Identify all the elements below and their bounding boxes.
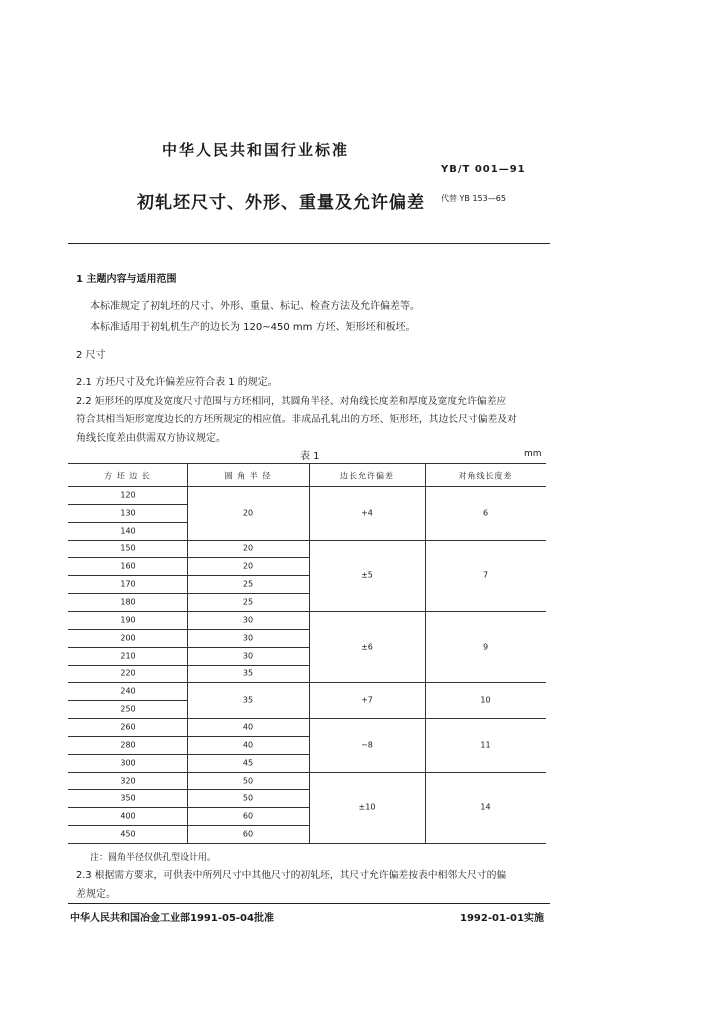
section-1-heading: 1 主题内容与适用范围 — [76, 274, 177, 285]
effective-date: 1992-01-01实施 — [460, 913, 544, 924]
table-col-divider — [309, 463, 310, 843]
corner-radius-cell: 20 — [242, 561, 254, 571]
diagonal-difference-cell: 10 — [480, 695, 491, 705]
corner-radius-cell: 60 — [242, 829, 254, 839]
standard-code: YB/T 001—91 — [441, 164, 526, 175]
side-tolerance-cell: +4 — [361, 508, 373, 518]
table-row-line — [187, 736, 309, 737]
clause-2-2-line-3: 角线长度差由供需双方协议规定。 — [76, 433, 226, 444]
clause-2-2-line-2: 符合其相当矩形宽度边长的方坯所规定的相应值。非成品孔轧出的方坯、矩形坯，其边长尺寸偏差及对 — [76, 414, 517, 425]
side-length-cell: 170 — [120, 579, 136, 589]
section-1-paragraph-2: 本标准适用于初轧机生产的边长为 120~450 mm 方坯、矩形坯和板坯。 — [90, 322, 416, 333]
table-row-line — [68, 504, 187, 505]
table-row-line — [187, 593, 309, 594]
clause-2-3-line-1: 2.3 根据需方要求，可供表中所列尺寸中其他尺寸的初轧坯，其尺寸允许偏差按表中相邻大尺寸的偏 — [76, 870, 507, 881]
side-length-cell: 260 — [120, 722, 136, 732]
corner-radius-cell: 25 — [242, 579, 254, 589]
table-unit: mm — [524, 449, 542, 459]
side-length-cell: 200 — [120, 633, 136, 643]
table-row-line — [68, 772, 187, 773]
table-top-border — [68, 463, 546, 464]
table-note: 注：圆角半径仅供孔型设计用。 — [90, 853, 217, 863]
table-row-line — [187, 682, 309, 683]
side-length-cell: 130 — [120, 508, 136, 518]
side-length-cell: 220 — [120, 668, 136, 678]
table-header-border — [68, 486, 546, 487]
side-length-cell: 320 — [120, 776, 136, 786]
table-row-line — [187, 647, 309, 648]
corner-radius-cell: 50 — [242, 776, 254, 786]
side-length-cell: 190 — [120, 615, 136, 625]
approval-note: 中华人民共和国冶金工业部1991-05-04批准 — [70, 913, 274, 924]
table-row-line — [68, 736, 187, 737]
side-length-cell: 180 — [120, 597, 136, 607]
side-tolerance-cell: ±5 — [361, 570, 373, 580]
side-length-cell: 280 — [120, 740, 136, 750]
side-length-cell: 350 — [120, 793, 136, 803]
side-length-cell: 150 — [120, 543, 136, 553]
corner-radius-cell: 20 — [242, 543, 254, 553]
table-row-line — [68, 754, 187, 755]
table-row-line — [187, 665, 309, 666]
table-bottom-border — [68, 843, 546, 844]
table-row-line — [68, 575, 187, 576]
corner-radius-cell: 35 — [242, 695, 254, 705]
table-group-line — [309, 611, 546, 612]
table-row-line — [187, 629, 309, 630]
table-row-line — [68, 629, 187, 630]
diagonal-difference-cell: 11 — [480, 740, 491, 750]
clause-2-2-line-1: 2.2 矩形坯的厚度及宽度尺寸范围与方坯相同，其圆角半径、对角线长度差和厚度及宽度允许偏差应 — [76, 396, 507, 407]
side-length-cell: 140 — [120, 526, 136, 536]
diagonal-difference-cell: 6 — [482, 508, 489, 518]
side-tolerance-cell: ±6 — [361, 642, 373, 652]
table-group-line — [309, 682, 546, 683]
table-header-cell: 圆 角 半 径 — [224, 471, 272, 480]
replaces-standard: 代替 YB 153—65 — [441, 194, 506, 203]
side-length-cell: 120 — [120, 490, 136, 500]
table-row-line — [68, 611, 187, 612]
section-1-paragraph-1: 本标准规定了初轧坯的尺寸、外形、重量、标记、检查方法及允许偏差等。 — [90, 301, 420, 312]
table-row-line — [187, 540, 309, 541]
table-col-divider — [425, 463, 426, 843]
side-length-cell: 400 — [120, 811, 136, 821]
side-length-cell: 210 — [120, 651, 136, 661]
table-row-line — [187, 772, 309, 773]
dimension-table — [68, 463, 546, 843]
standard-category-title: 中华人民共和国行业标准 — [162, 141, 350, 159]
corner-radius-cell: 25 — [242, 597, 254, 607]
side-tolerance-cell: +7 — [361, 695, 373, 705]
corner-radius-cell: 60 — [242, 811, 254, 821]
table-header-cell: 对角线长度差 — [458, 471, 513, 480]
footer-rule — [68, 903, 550, 904]
header-rule — [68, 243, 550, 244]
table-row-line — [68, 700, 187, 701]
side-tolerance-cell: −8 — [361, 740, 373, 750]
table-caption: 表 1 — [300, 451, 320, 462]
table-col-divider — [187, 463, 188, 843]
corner-radius-cell: 30 — [242, 615, 254, 625]
diagonal-difference-cell: 9 — [482, 642, 489, 652]
table-row-line — [68, 665, 187, 666]
corner-radius-cell: 20 — [242, 508, 254, 518]
table-header-cell: 方 坯 边 长 — [104, 471, 151, 480]
table-row-line — [68, 789, 187, 790]
corner-radius-cell: 30 — [242, 651, 254, 661]
corner-radius-cell: 35 — [242, 668, 254, 678]
table-row-line — [187, 789, 309, 790]
side-length-cell: 160 — [120, 561, 136, 571]
table-row-line — [187, 718, 309, 719]
table-row-line — [68, 807, 187, 808]
table-row-line — [187, 754, 309, 755]
table-row-line — [187, 557, 309, 558]
corner-radius-cell: 40 — [242, 722, 254, 732]
table-row-line — [68, 540, 187, 541]
side-length-cell: 450 — [120, 829, 136, 839]
table-row-line — [68, 682, 187, 683]
corner-radius-cell: 40 — [242, 740, 254, 750]
corner-radius-cell: 45 — [242, 758, 254, 768]
table-group-line — [309, 718, 546, 719]
section-2-heading: 2 尺寸 — [76, 350, 106, 361]
side-length-cell: 250 — [120, 704, 136, 714]
side-length-cell: 300 — [120, 758, 136, 768]
table-group-line — [309, 772, 546, 773]
table-row-line — [68, 718, 187, 719]
side-length-cell: 240 — [120, 686, 136, 696]
table-row-line — [68, 557, 187, 558]
table-row-line — [187, 575, 309, 576]
diagonal-difference-cell: 7 — [482, 570, 489, 580]
table-row-line — [187, 807, 309, 808]
table-row-line — [68, 825, 187, 826]
clause-2-1: 2.1 方坯尺寸及允许偏差应符合表 1 的规定。 — [76, 377, 278, 388]
diagonal-difference-cell: 14 — [480, 802, 491, 812]
document-title: 初轧坯尺寸、外形、重量及允许偏差 — [137, 193, 425, 213]
table-group-line — [309, 540, 546, 541]
clause-2-3-line-2: 差规定。 — [76, 889, 116, 900]
table-row-line — [187, 611, 309, 612]
table-row-line — [187, 825, 309, 826]
side-tolerance-cell: ±10 — [358, 802, 376, 812]
table-header-cell: 边长允许偏差 — [340, 471, 394, 480]
corner-radius-cell: 50 — [242, 793, 254, 803]
table-row-line — [68, 593, 187, 594]
table-row-line — [68, 647, 187, 648]
table-row-line — [68, 522, 187, 523]
corner-radius-cell: 30 — [242, 633, 254, 643]
